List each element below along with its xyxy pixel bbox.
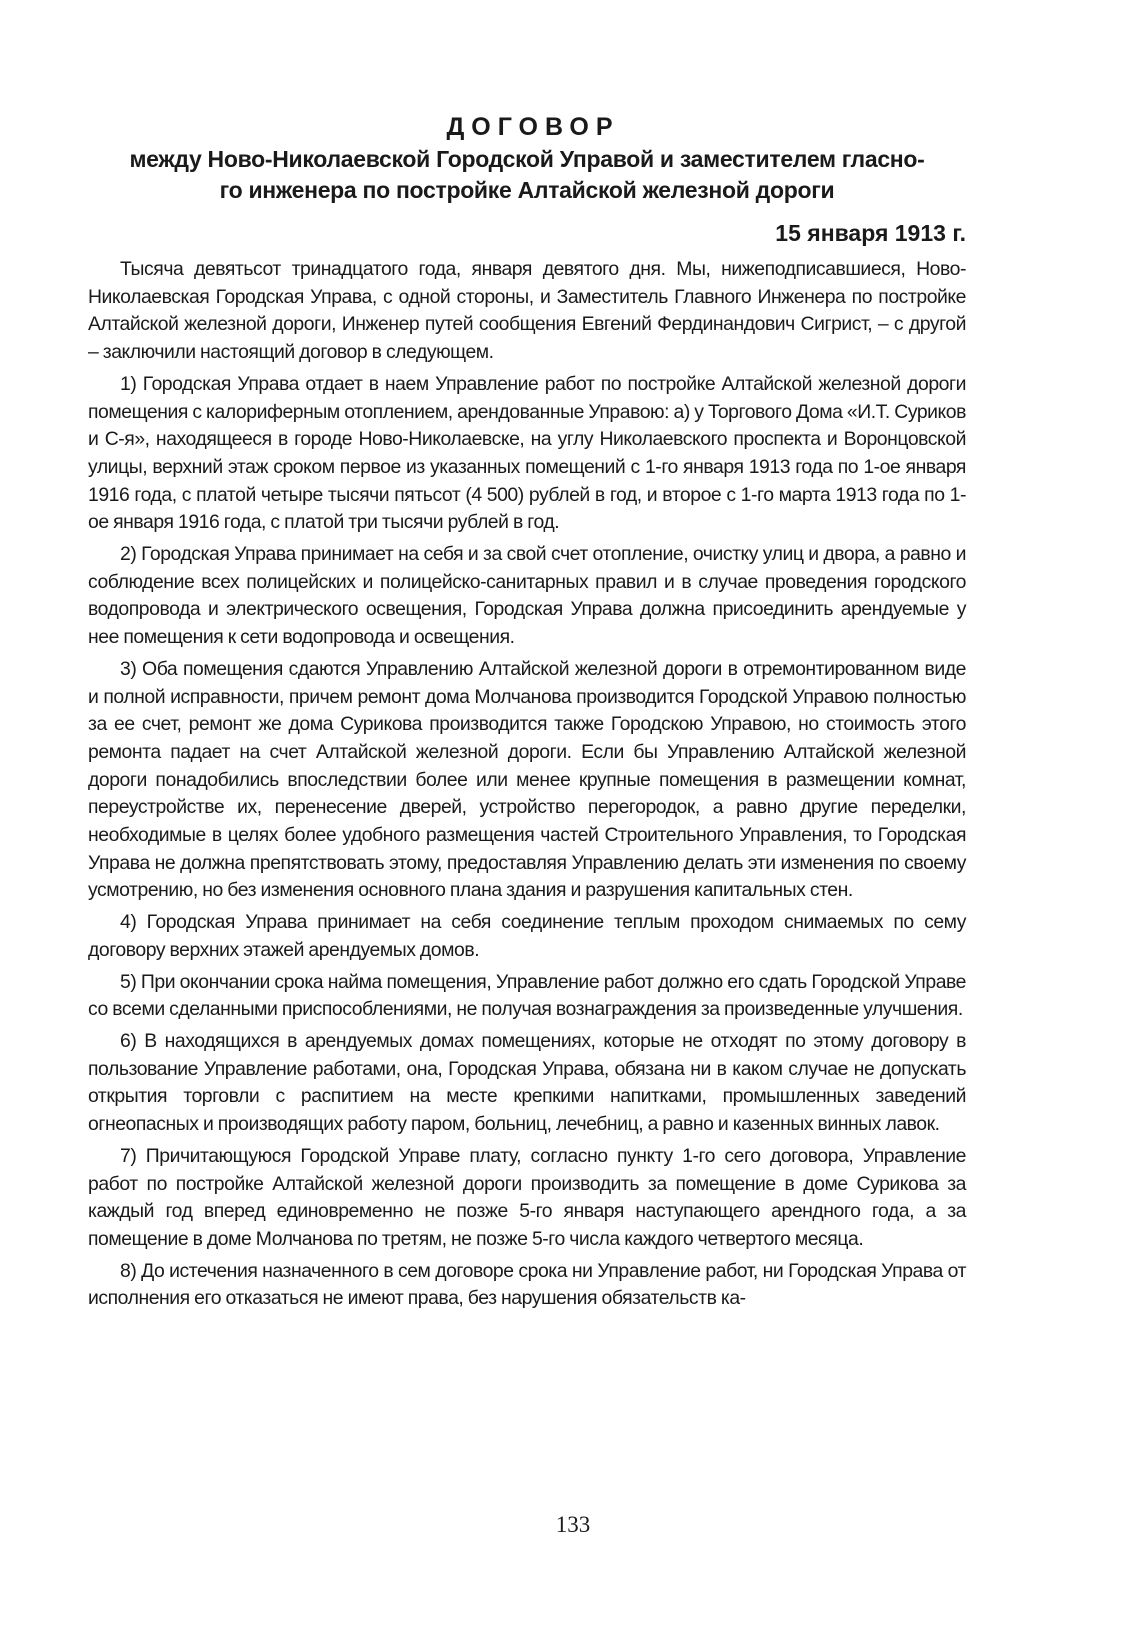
- paragraph-clause-6: 6) В находящихся в арендуемых домах помещениях, которые не отходят по этому договору в пользование Управление работами, она, Городская Управа, обязана ни в каком случае не допускать открытия торговли с распитием на месте крепкими напитками, промышленных заведений огнеопасных и производящих работу паром, больниц, лечебниц, а равно и казенных винных лавок.: [88, 1029, 966, 1136]
- paragraph-clause-5: 5) При окончании срока найма помещения, Управление работ должно его сдать Городской Управе со всеми сделанными приспособлениями, не получая вознаграждения за произведенные улучшения.: [88, 970, 966, 1021]
- document-page: [88, 110, 966, 1317]
- paragraph-clause-3: 3) Оба помещения сдаются Управлению Алтайской железной дороги в отремонтированном виде и полной исправности, причем ремонт дома Молчанова производится Городской Управою полностью за ее счет, ремонт же дома Сурикова производится также Городскою Управою, но стоимость этого ремонта падает на счет Алтайской железной дороги. Если бы Управлению Алтайской железной дороги понадобились впоследствии более или менее крупные помещения в размещении комнат, переустройстве их, перенесение дверей, устройство перегородок, а равно другие переделки, необходимые в целях более удобного размещения частей Строительного Управления, то Городская Управа не должна препятствовать этому, предоставляя Управлению делать эти изменения по своему усмотрению, но без изменения основного плана здания и разрушения капитальных стен.: [88, 657, 966, 902]
- paragraph-clause-4: 4) Городская Управа принимает на себя соединение теплым проходом снимаемых по сему договору верхних этажей арендуемых домов.: [88, 911, 966, 961]
- paragraph-clause-2: 2) Городская Управа принимает на себя и за свой счет отопление, очистку улиц и двора, а равно и соблюдение всех полицейских и полицейско-санитарных правил и в случае проведения городского водопровода и электрического освещения, Городская Управа должна присоединить арендуемые у нее помещения к сети водопровода и освещения.: [88, 543, 966, 649]
- document-body: [88, 256, 966, 1313]
- paragraph-clause-1: 1) Городская Управа отдает в наем Управление работ по постройке Алтайской железной дороги помещения с калориферным отоплением, арендованные Управою: а) у Торгового Дома «И.Т. Суриков и С-я», находящееся в городе Ново-Николаевске, на углу Николаевского проспекта и Воронцовской улицы, верхний этаж сроком первое из указанных помещений с 1-го января 1913 года по 1-ое января 1916 года, с платой четыре тысячи пятьсот (4 500) рублей в год, и второе с 1-го марта 1913 года по 1-ое января 1916 года, с платой три тысячи рублей в год.: [88, 372, 966, 534]
- document-subtitle-line-2: го инженера по постройке Алтайской железной дороги: [219, 177, 835, 203]
- page-number: 133: [555, 1512, 591, 1537]
- document-title: ДОГОВОР: [446, 113, 620, 141]
- paragraph-clause-7: 7) Причитающуюся Городской Управе плату, согласно пункту 1-го сего договора, Управление работ по постройке Алтайской железной дороги производить за помещение в доме Сурикова за каждый год вперед единовременно не позже 5-го января наступающего арендного года, а за помещение в доме Молчанова по третям, не позже 5-го числа каждого четвертого месяца.: [88, 1144, 966, 1250]
- paragraph-preamble: Тысяча девятьсот тринадцатого года, января девятого дня. Мы, нижеподписавшиеся, Ново-Николаевская Городская Управа, с одной стороны, и Заместитель Главного Инженера по постройке Алтайской железной дороги, Инженер путей сообщения Евгений Фердинандович Сигрист, – с другой – заключили настоящий договор в следующем.: [88, 258, 966, 364]
- document-date: 15 января 1913 г.: [775, 220, 966, 246]
- paragraph-clause-8: 8) До истечения назначенного в сем договоре срока ни Управление работ, ни Городская Управа от исполнения его отказаться не имеют права, без нарушения обязательств ка-: [88, 1259, 966, 1310]
- document-heading: [88, 110, 966, 206]
- document-subtitle-line-1: между Ново-Николаевской Городской Управой и заместителем гласно-: [129, 146, 925, 172]
